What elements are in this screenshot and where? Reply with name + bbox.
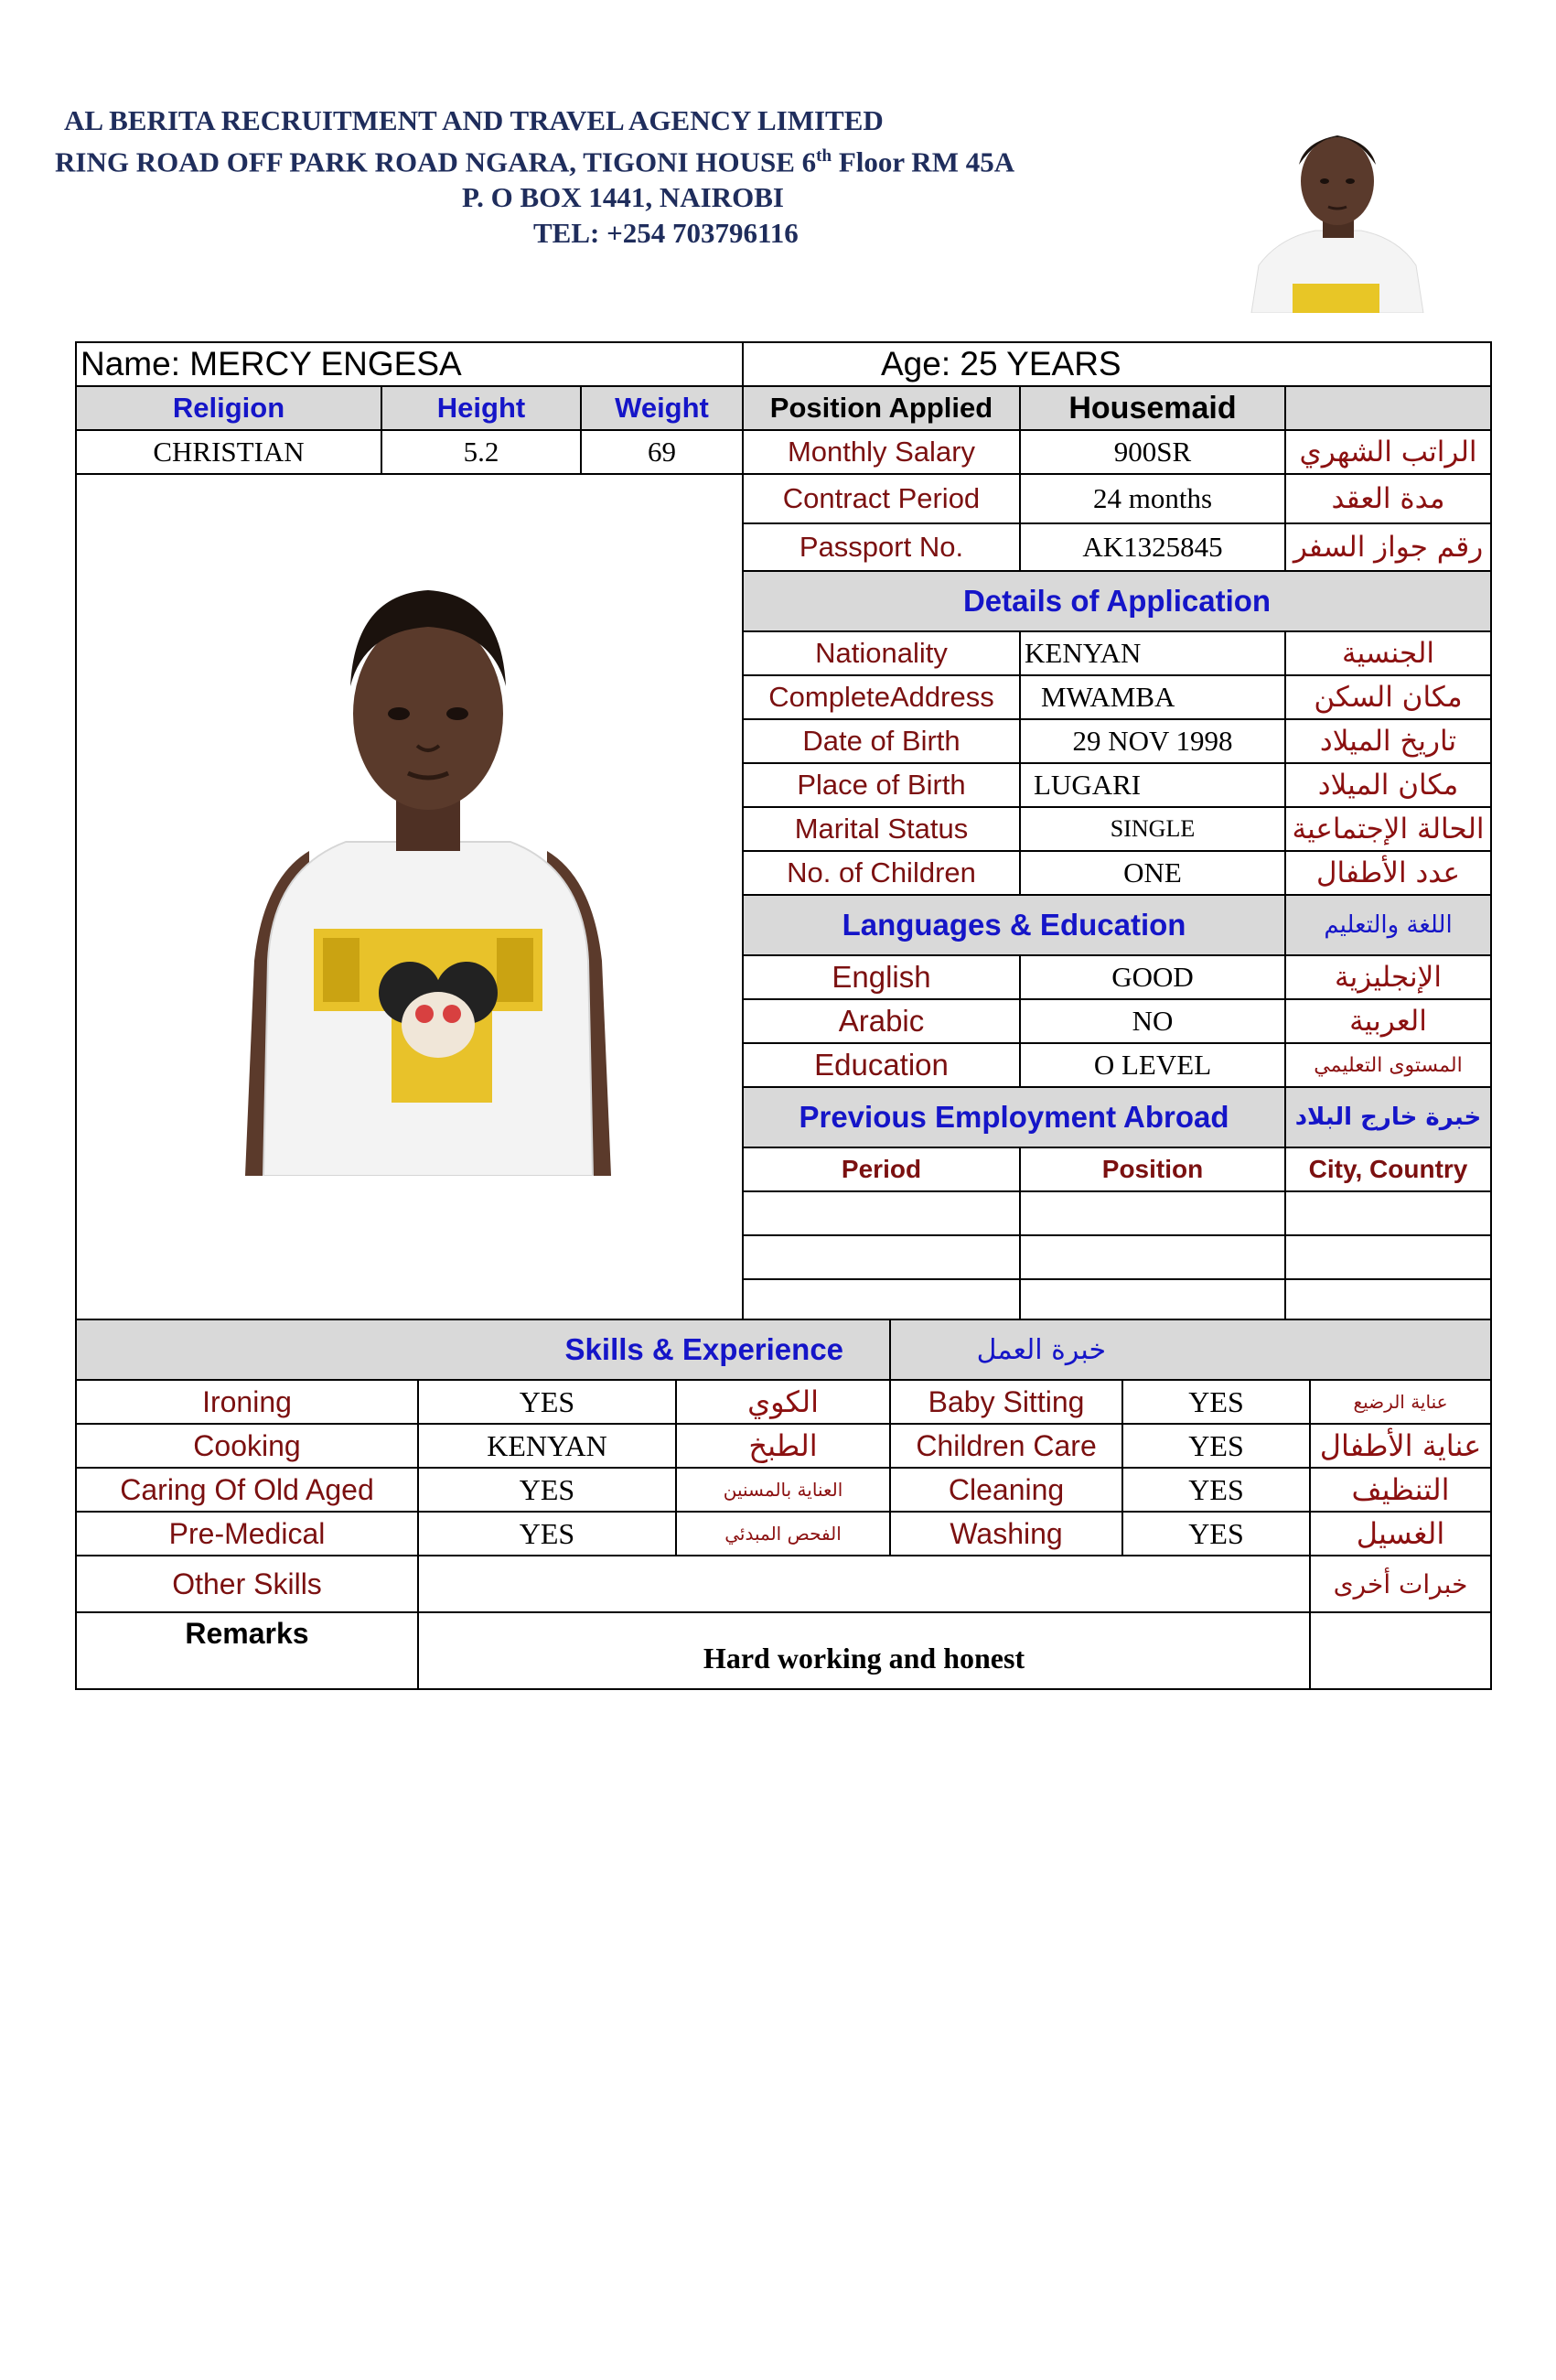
skill-ar-old-aged: العناية بالمسنين	[676, 1468, 890, 1512]
other-skills-value	[418, 1556, 1310, 1612]
children-ar: عدد الأطفال	[1285, 851, 1491, 895]
skill-value-ironing: YES	[418, 1380, 676, 1424]
arabic-ar: العربية	[1285, 999, 1491, 1043]
skill-ar-baby-sitting: عناية الرضيع	[1310, 1380, 1491, 1424]
arabic-label: Arabic	[743, 999, 1020, 1043]
employment-cell	[1285, 1279, 1491, 1323]
skill-ar-pre-medical: الفحص المبدئي	[676, 1512, 890, 1556]
applicant-photo-large	[245, 576, 611, 1176]
skill-ar-children-care: عناية الأطفال	[1310, 1424, 1491, 1468]
applicant-name: Name: MERCY ENGESA	[76, 342, 743, 386]
languages-title-ar: اللغة والتعليم	[1285, 895, 1491, 955]
religion-value: CHRISTIAN	[76, 430, 381, 474]
other-skills-ar: خبرات أخرى	[1310, 1556, 1491, 1612]
skill-value-baby-sitting: YES	[1122, 1380, 1310, 1424]
skill-ar-cleaning: التنظيف	[1310, 1468, 1491, 1512]
skill-label-children-care: Children Care	[890, 1424, 1122, 1468]
employment-cell	[743, 1279, 1020, 1323]
address-text: RING ROAD OFF PARK ROAD NGARA, TIGONI HOUSE 6	[55, 145, 817, 178]
contract-period-label: Contract Period	[743, 474, 1020, 523]
skill-label-old-aged: Caring Of Old Aged	[76, 1468, 418, 1512]
skill-ar-cooking: الطبخ	[676, 1424, 890, 1468]
basic-header-row	[76, 386, 1491, 430]
details-title: Details of Application	[743, 571, 1491, 631]
employment-col-position: Position	[1020, 1147, 1285, 1191]
skill-value-cooking: KENYAN	[418, 1424, 676, 1468]
english-ar: الإنجليزية	[1285, 955, 1491, 999]
address-value: MWAMBA	[1020, 675, 1285, 719]
salary-ar: الراتب الشهري	[1285, 430, 1491, 474]
position-applied-label: Position Applied	[743, 386, 1020, 430]
marital-value: SINGLE	[1020, 807, 1285, 851]
skill-ar-ironing: الكوي	[676, 1380, 890, 1424]
name-row	[76, 342, 1491, 386]
skill-value-cleaning: YES	[1122, 1468, 1310, 1512]
dob-label: Date of Birth	[743, 719, 1020, 763]
skill-value-washing: YES	[1122, 1512, 1310, 1556]
pob-ar: مكان الميلاد	[1285, 763, 1491, 807]
skill-value-children-care: YES	[1122, 1424, 1310, 1468]
employment-title: Previous Employment Abroad	[743, 1087, 1285, 1147]
nationality-label: Nationality	[743, 631, 1020, 675]
contract-period-row	[76, 474, 1491, 523]
applicant-photo-small	[1242, 110, 1433, 313]
nationality-value: KENYAN	[1020, 631, 1285, 675]
applicant-age: Age: 25 YEARS	[743, 342, 1491, 386]
employment-col-city: City, Country	[1285, 1147, 1491, 1191]
employment-cell	[1020, 1235, 1285, 1279]
education-label: Education	[743, 1043, 1020, 1087]
passport-value: AK1325845	[1020, 523, 1285, 571]
passport-ar: رقم جواز السفر	[1285, 523, 1491, 571]
marital-ar: الحالة الإجتماعية	[1285, 807, 1491, 851]
employment-cell	[743, 1191, 1020, 1235]
skills-title-ar: خبرة العمل	[890, 1319, 1491, 1380]
employment-cell	[1285, 1235, 1491, 1279]
skills-header-row	[76, 1319, 1491, 1380]
contract-period-ar: مدة العقد	[1285, 474, 1491, 523]
basic-values-row	[76, 430, 1491, 474]
employment-cell	[743, 1235, 1020, 1279]
weight-label: Weight	[581, 386, 743, 430]
other-skills-row	[76, 1556, 1491, 1612]
address-floor: Floor RM 45A	[832, 145, 1015, 178]
address-label: CompleteAddress	[743, 675, 1020, 719]
applicant-portrait-icon	[1242, 110, 1433, 313]
skill-label-pre-medical: Pre-Medical	[76, 1512, 418, 1556]
position-applied-value: Housemaid	[1020, 386, 1285, 430]
skill-value-pre-medical: YES	[418, 1512, 676, 1556]
contract-period-value: 24 months	[1020, 474, 1285, 523]
employment-cell	[1285, 1191, 1491, 1235]
skill-row	[76, 1468, 1491, 1512]
address-ar: مكان السكن	[1285, 675, 1491, 719]
salary-label: Monthly Salary	[743, 430, 1020, 474]
skill-row	[76, 1512, 1491, 1556]
skill-ar-washing: الغسيل	[1310, 1512, 1491, 1556]
skills-title: Skills & Experience	[76, 1319, 890, 1380]
weight-value: 69	[581, 430, 743, 474]
other-skills-label: Other Skills	[76, 1556, 418, 1612]
skill-value-old-aged: YES	[418, 1468, 676, 1512]
arabic-value: NO	[1020, 999, 1285, 1043]
address-sup: th	[816, 146, 832, 166]
agency-name: AL BERITA RECRUITMENT AND TRAVEL AGENCY LIMITED	[64, 104, 884, 136]
religion-label: Religion	[76, 386, 381, 430]
agency-address	[55, 138, 1116, 179]
remarks-value: Hard working and honest	[418, 1612, 1310, 1689]
employment-col-period: Period	[743, 1147, 1020, 1191]
pob-label: Place of Birth	[743, 763, 1020, 807]
skill-label-ironing: Ironing	[76, 1380, 418, 1424]
agency-header	[55, 102, 1116, 251]
skill-label-cleaning: Cleaning	[890, 1468, 1122, 1512]
employment-cell	[1020, 1191, 1285, 1235]
height-value: 5.2	[381, 430, 581, 474]
education-ar: المستوى التعليمي	[1285, 1043, 1491, 1087]
nationality-ar: الجنسية	[1285, 631, 1491, 675]
marital-label: Marital Status	[743, 807, 1020, 851]
salary-value: 900SR	[1020, 430, 1285, 474]
employment-title-ar: خبرة خارج البلاد	[1285, 1087, 1491, 1147]
english-label: English	[743, 955, 1020, 999]
skills-table	[75, 1319, 1492, 1690]
applicant-portrait-icon	[245, 576, 611, 1176]
skill-label-baby-sitting: Baby Sitting	[890, 1380, 1122, 1424]
children-label: No. of Children	[743, 851, 1020, 895]
skill-row	[76, 1380, 1491, 1424]
pob-value: LUGARI	[1020, 763, 1285, 807]
dob-value: 29 NOV 1998	[1020, 719, 1285, 763]
dob-ar: تاريخ الميلاد	[1285, 719, 1491, 763]
passport-label: Passport No.	[743, 523, 1020, 571]
education-value: O LEVEL	[1020, 1043, 1285, 1087]
position-empty-cell	[1285, 386, 1491, 430]
remarks-empty-cell	[1310, 1612, 1491, 1689]
remarks-label: Remarks	[76, 1612, 418, 1689]
children-value: ONE	[1020, 851, 1285, 895]
skill-label-cooking: Cooking	[76, 1424, 418, 1468]
employment-cell	[1020, 1279, 1285, 1323]
agency-phone: TEL: +254 703796116	[533, 217, 799, 250]
skill-label-washing: Washing	[890, 1512, 1122, 1556]
remarks-row	[76, 1612, 1491, 1689]
english-value: GOOD	[1020, 955, 1285, 999]
agency-pobox: P. O BOX 1441, NAIROBI	[462, 181, 784, 214]
languages-title: Languages & Education	[743, 895, 1285, 955]
height-label: Height	[381, 386, 581, 430]
skill-row	[76, 1424, 1491, 1468]
